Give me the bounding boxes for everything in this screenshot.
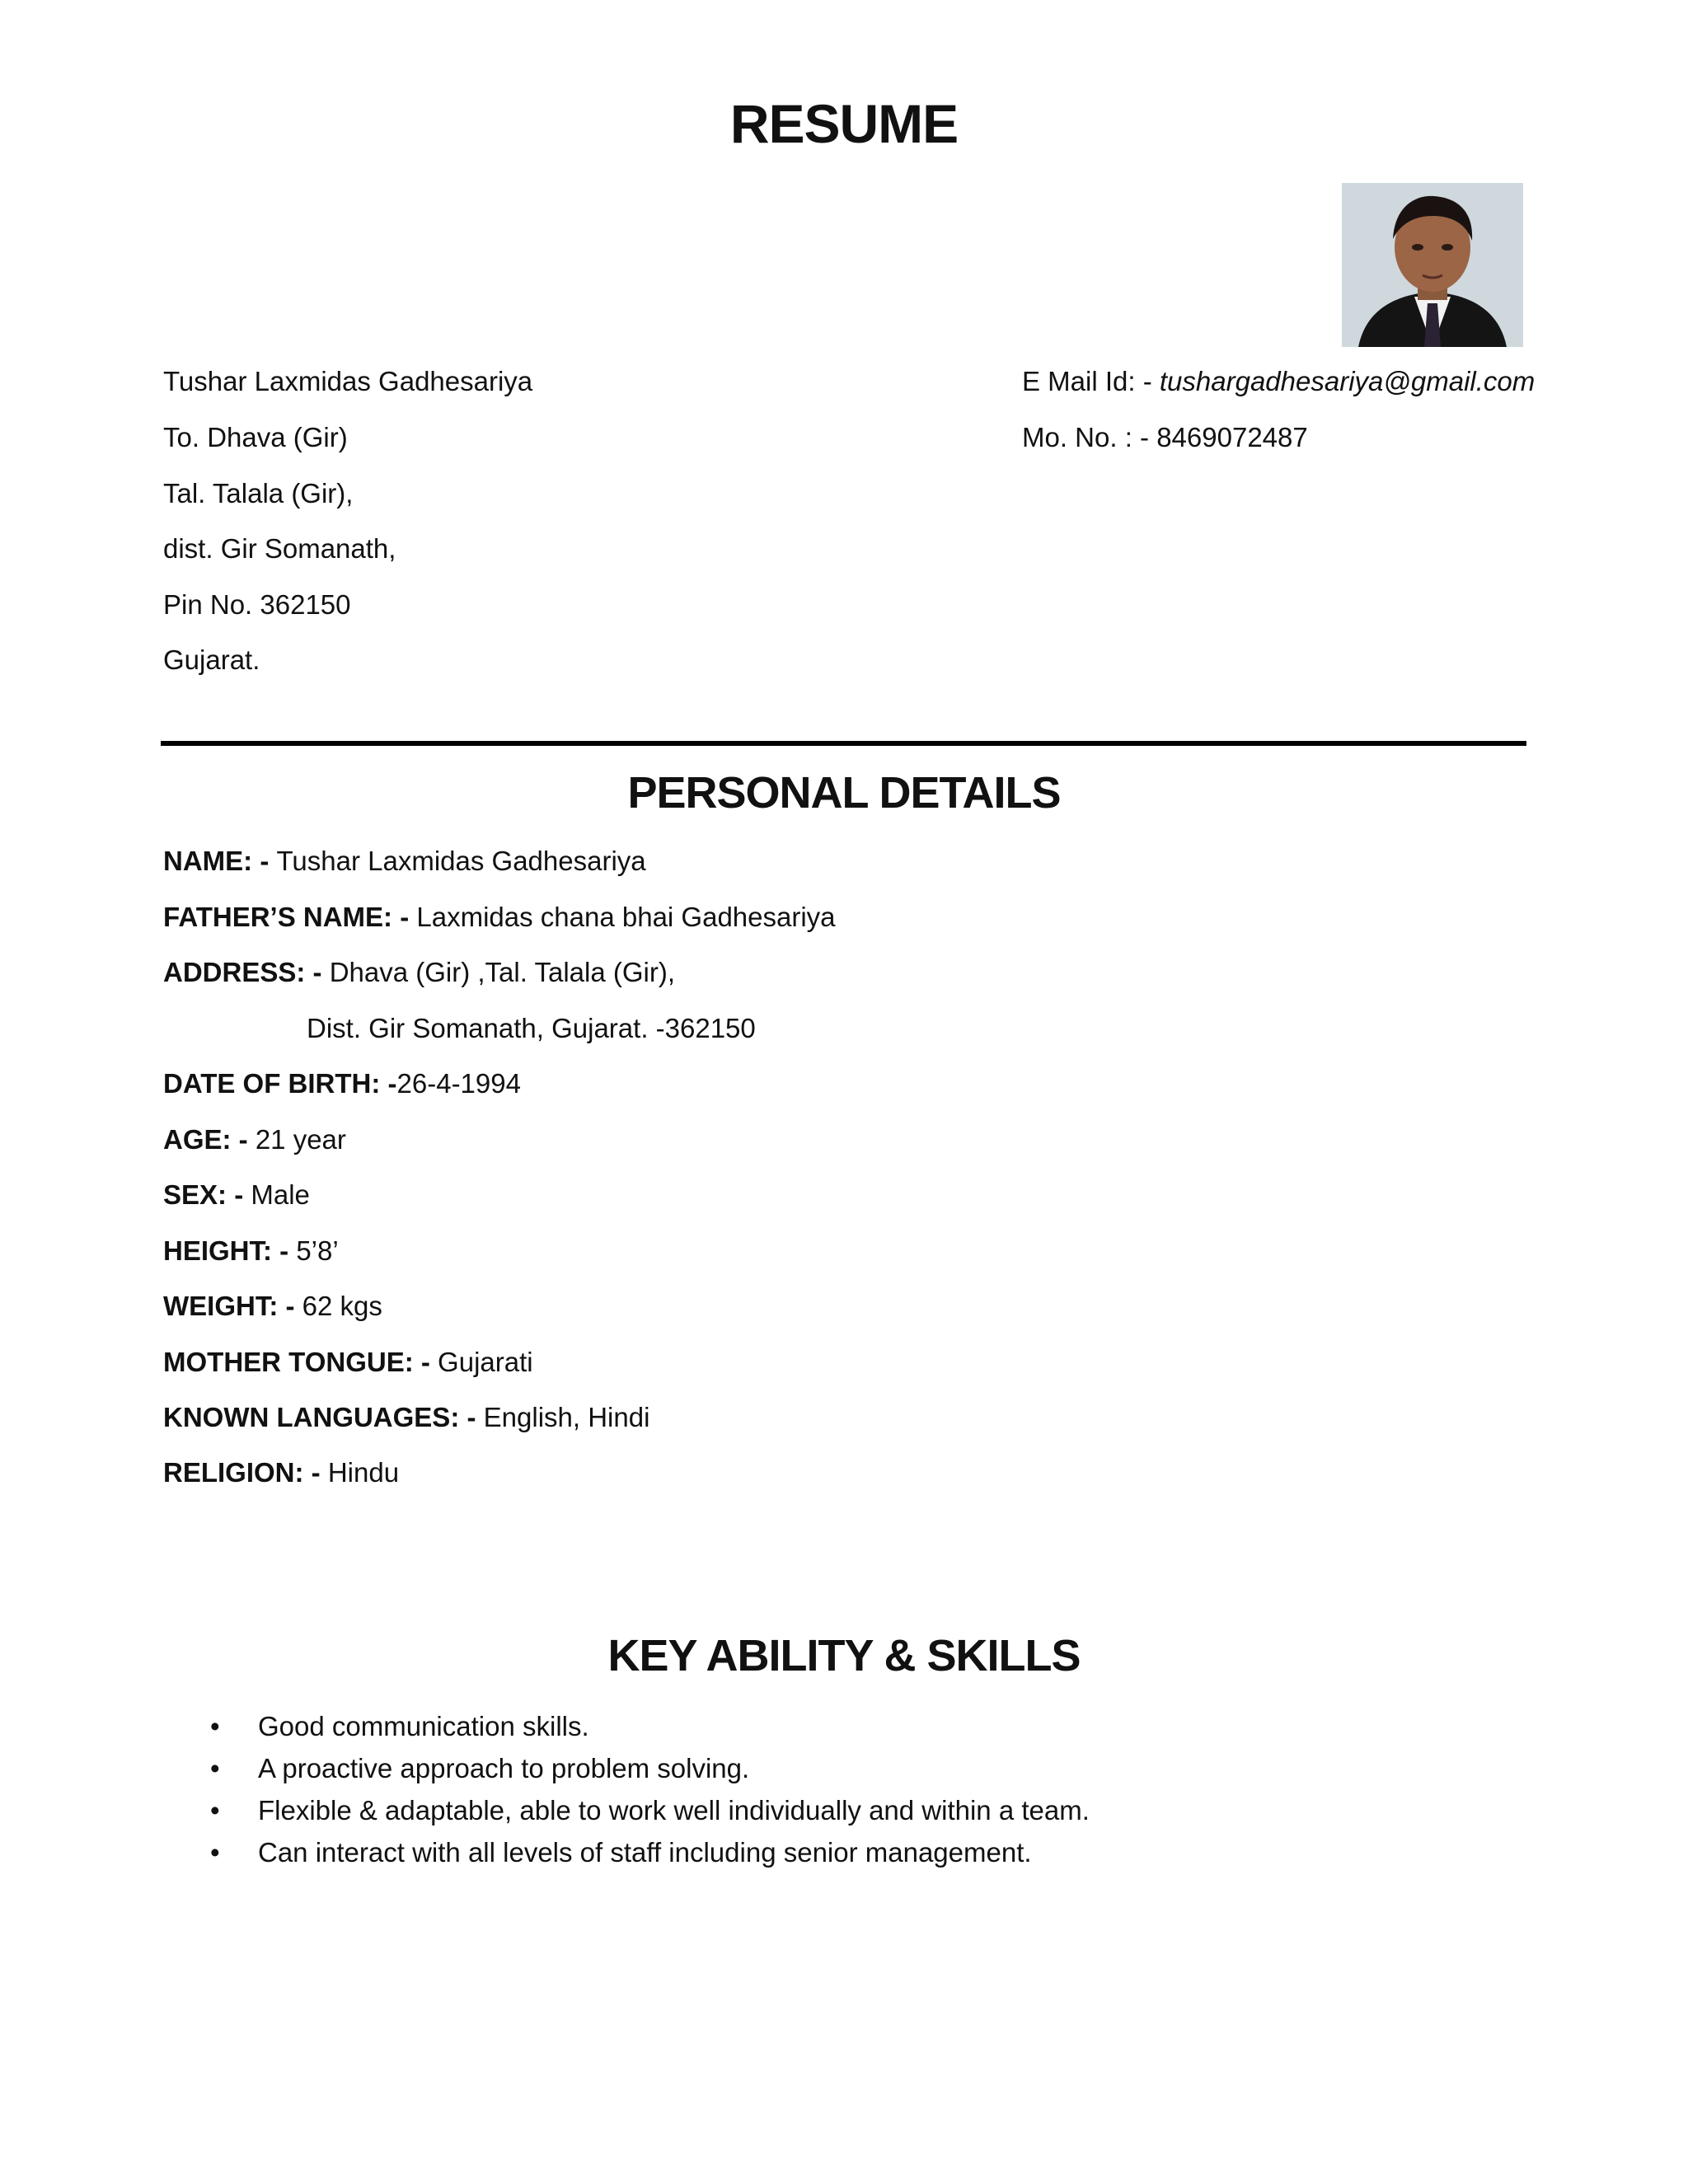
email-label: E Mail Id: - [1022,366,1160,396]
skills-heading: KEY ABILITY & SKILLS [607,1631,1081,1680]
field-mother-tongue: MOTHER TONGUE: - Gujarati [163,1347,533,1377]
address-line-village: To. Dhava (Gir) [163,422,348,452]
field-religion: RELIGION: - Hindu [163,1457,400,1488]
bullet-icon: • [210,1753,220,1783]
personal-details-heading: PERSONAL DETAILS [627,768,1061,818]
field-fathers-name: FATHER’S NAME: - Laxmidas chana bhai Gadhesariya [163,902,836,932]
mobile-row [1022,422,1308,453]
address-line-name: Tushar Laxmidas Gadhesariya [163,366,533,396]
field-name: NAME: - Tushar Laxmidas Gadhesariya [163,846,646,876]
skill-item: • Flexible & adaptable, able to work well individually and within a team. [210,1795,1090,1825]
address-line-taluka: Tal. Talala (Gir), [163,478,354,509]
mobile-label: Mo. No. : - [1022,422,1157,452]
field-sex: SEX: - Male [163,1179,310,1210]
profile-photo [1342,183,1523,347]
resume-title: RESUME [729,93,959,154]
field-address-line-2: Dist. Gir Somanath, Gujarat. -362150 [307,1013,756,1043]
bullet-icon: • [210,1711,220,1741]
bullet-icon: • [210,1795,220,1825]
skill-item: • A proactive approach to problem solving. [210,1753,750,1783]
field-date-of-birth: DATE OF BIRTH: -26-4-1994 [163,1068,521,1099]
address-line-district: dist. Gir Somanath, [163,533,396,564]
field-known-languages: KNOWN LANGUAGES: - English, Hindi [163,1402,650,1432]
email-link[interactable]: tushargadhesariya@gmail.com [1159,366,1536,396]
field-height: HEIGHT: - 5’8’ [163,1235,339,1266]
field-address: ADDRESS: - Dhava (Gir) ,Tal. Talala (Gir), [163,957,676,987]
field-weight: WEIGHT: - 62 kgs [163,1291,382,1321]
address-line-state: Gujarat. [163,644,260,675]
section-divider [161,741,1526,746]
field-age: AGE: - 21 year [163,1124,346,1155]
mobile-number: 8469072487 [1156,422,1308,452]
bullet-icon: • [210,1837,220,1868]
address-line-pin: Pin No. 362150 [163,589,351,620]
skills-list [210,1711,1090,1879]
email-row [1022,366,1535,397]
skill-item: • Good communication skills. [210,1711,589,1741]
skill-item: • Can interact with all levels of staff including senior management. [210,1837,1032,1868]
